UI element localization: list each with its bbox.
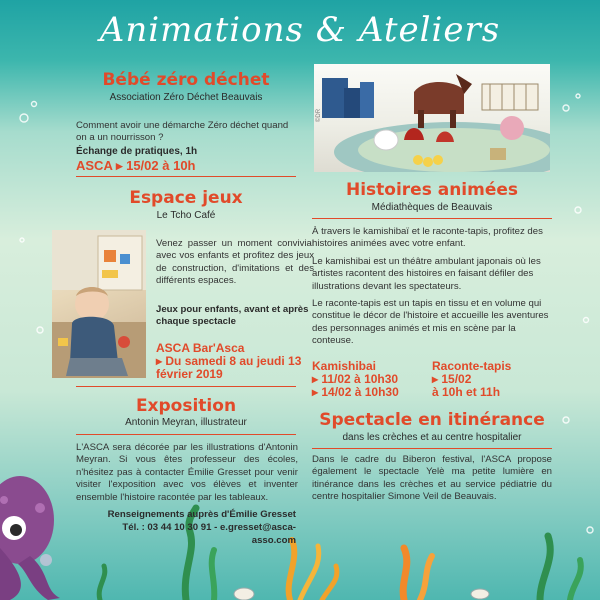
jeux-place: ASCA Bar'Asca bbox=[156, 341, 245, 355]
child-playing-photo bbox=[52, 230, 146, 378]
jeux-subtitle: Le Tcho Café bbox=[156, 210, 216, 221]
divider bbox=[312, 218, 552, 219]
raconte-date-1: ▸ 15/02 bbox=[432, 372, 472, 386]
divider bbox=[76, 386, 296, 387]
kamishibai-label: Kamishibai bbox=[312, 359, 377, 373]
kamishibai-date-1: ▸ 11/02 à 10h30 bbox=[312, 372, 399, 386]
photo-credit: ©DR bbox=[316, 108, 322, 122]
shell-icons bbox=[234, 588, 489, 600]
histoires-p1: À travers le kamishibaï et le raconte-tapis, profitez des histoires animées avec votre enfant. bbox=[312, 226, 543, 250]
raconte-dates bbox=[432, 360, 552, 399]
spectacle-body: Dans le cadre du Biberon festival, l'ASCA propose également le spectacle Yelè ma petite lumière en itinérance dans les crèches et au service pédiatrie du centre hospitalier Simone Veil de Beauvais. bbox=[312, 454, 552, 503]
octopus-icon bbox=[0, 476, 60, 600]
expo-contact bbox=[96, 508, 296, 547]
expo-body: L'ASCA sera décorée par les illustrations d'Antonin Meyran. Si vous êtes professeur des écoles, n'hésitez pas à contacter Émilie Gresset pour venir visiter l'exposition avec vos élèves et inventer ensemble l'histoire racontée par les tableaux. bbox=[76, 442, 298, 503]
kamishibai-dates bbox=[312, 360, 432, 399]
histoires-subtitle: Médiathèques de Beauvais bbox=[371, 202, 493, 213]
raconte-date-2: à 10h et 11h bbox=[432, 385, 501, 399]
jeux-body: Venez passer un moment convivial avec vos enfants et profitez des jeux de construction, d'imitations et des différents espaces. bbox=[156, 238, 314, 287]
expo-title: Exposition bbox=[135, 396, 237, 416]
histoires-p3: Le raconte-tapis est un tapis en tissu et en volume qui constitue le décor de l'histoire et accueille les aventures des personnages animés et mis en scène par la conteuse. bbox=[312, 298, 549, 347]
jeux-dates: ▸ Du samedi 8 au jeudi 13 février 2019 bbox=[156, 354, 302, 381]
expo-contact-line: Tél. : 03 44 10 30 91 - e.gresset@asca-asso.com bbox=[122, 522, 296, 546]
histoires-title: Histoires animées bbox=[345, 180, 519, 200]
kamishibai-date-2: ▸ 14/02 à 10h30 bbox=[312, 385, 399, 399]
spectacle-title: Spectacle en itinérance bbox=[319, 410, 545, 430]
page-title: Animations & Ateliers bbox=[99, 10, 501, 50]
raconte-label: Raconte-tapis bbox=[432, 359, 512, 373]
divider bbox=[76, 176, 296, 177]
expo-contact-label: Renseignements auprès d'Émilie Gresset bbox=[107, 509, 296, 520]
bebe-format: Échange de pratiques, 1h bbox=[76, 146, 198, 157]
divider bbox=[76, 434, 296, 435]
histoires-p2: Le kamishibai est un théâtre ambulant japonais où les artistes racontent des histoires en faisant défiler des illustrations devant les spectateurs. bbox=[312, 256, 541, 292]
bebe-body: Comment avoir une démarche Zéro déchet quand on a un nourrisson ? bbox=[76, 120, 289, 144]
bebe-title: Bébé zéro déchet bbox=[102, 70, 270, 90]
divider bbox=[312, 448, 552, 449]
jeux-title: Espace jeux bbox=[129, 188, 243, 208]
expo-subtitle: Antonin Meyran, illustrateur bbox=[125, 417, 247, 428]
raconte-tapis-photo bbox=[314, 64, 550, 172]
spectacle-subtitle: dans les crèches et au centre hospitalier bbox=[342, 432, 522, 443]
bebe-subtitle: Association Zéro Déchet Beauvais bbox=[109, 92, 263, 103]
bebe-date: ASCA ▸ 15/02 à 10h bbox=[76, 158, 196, 173]
jeux-audience: Jeux pour enfants, avant et après chaque spectacle bbox=[156, 304, 309, 327]
